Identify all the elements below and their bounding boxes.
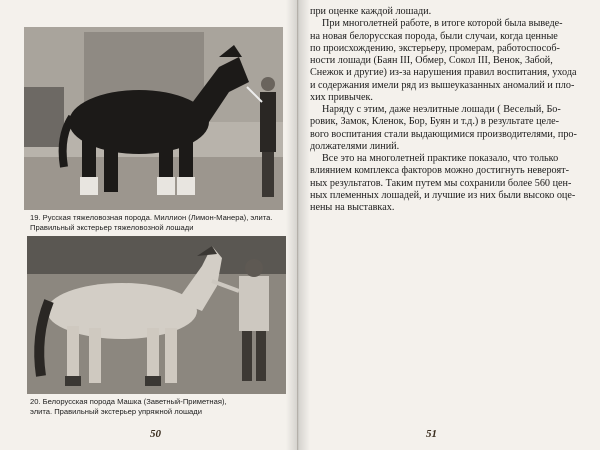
figure-20-caption (30, 397, 285, 417)
text-line: хих привычек. (310, 91, 373, 103)
text-line: ных племенных лошадей, и лучшие из них были высоко оце- (310, 189, 576, 201)
text-line: ных результатов. Таким путем мы сохранили более 560 цен- (310, 177, 572, 189)
text-line: при оценке каждой лошади. (310, 6, 432, 17)
caption-line: 19. Русская тяжеловозная порода. Миллион (Лимон-Манера), элита. (30, 213, 273, 222)
text-line: вого воспитания стали выдающимися производителями, про- (310, 128, 577, 140)
grey-horse-image (27, 236, 286, 394)
left-page (0, 0, 297, 450)
text-line: должателями линий. (310, 140, 400, 152)
page-number-left: 50 (150, 428, 161, 440)
right-page (298, 0, 600, 450)
caption-line: Правильный экстерьер тяжеловозной лошади (30, 223, 194, 232)
text-line: Все это на многолетней практике показало, что только (322, 153, 559, 164)
text-line: влиянием комплекса факторов можно достигнуть невероят- (310, 165, 569, 177)
body-text (310, 6, 580, 214)
page-number-right: 51 (426, 428, 437, 440)
figure-19-photo (24, 27, 283, 210)
figure-20-photo (27, 236, 286, 394)
caption-line: 20. Белорусская порода Машка (Заветный-Приметная), (30, 397, 227, 406)
text-line: ровик, Замок, Кленок, Бор, Буян и т.д.) в результате целе- (310, 116, 560, 128)
text-line: Наряду с этим, даже неэлитные лошади ( Веселый, Бо- (322, 104, 561, 115)
text-line: При многолетней работе, в итоге которой была выведе- (322, 18, 563, 30)
caption-line: элита. Правильный экстерьер упряжной лошади (30, 407, 202, 416)
black-draft-horse-image (24, 27, 283, 210)
text-line: Снежок и другие) из-за нарушения правил воспитания, ухода (310, 67, 577, 79)
text-line: нены на выставках. (310, 202, 395, 213)
text-line: на новая белорусская порода, были случаи, когда ценные (310, 30, 558, 42)
text-line: и содержания имели ряд из вышеуказанных аномалий и пло- (310, 79, 575, 91)
text-line: по происхождению, экстерьеру, промерам, работоспособ- (310, 42, 560, 54)
figure-19-caption (30, 213, 285, 233)
text-line: ности лошади (Баян III, Обмер, Сокол III, Венок, Забой, (310, 55, 553, 66)
